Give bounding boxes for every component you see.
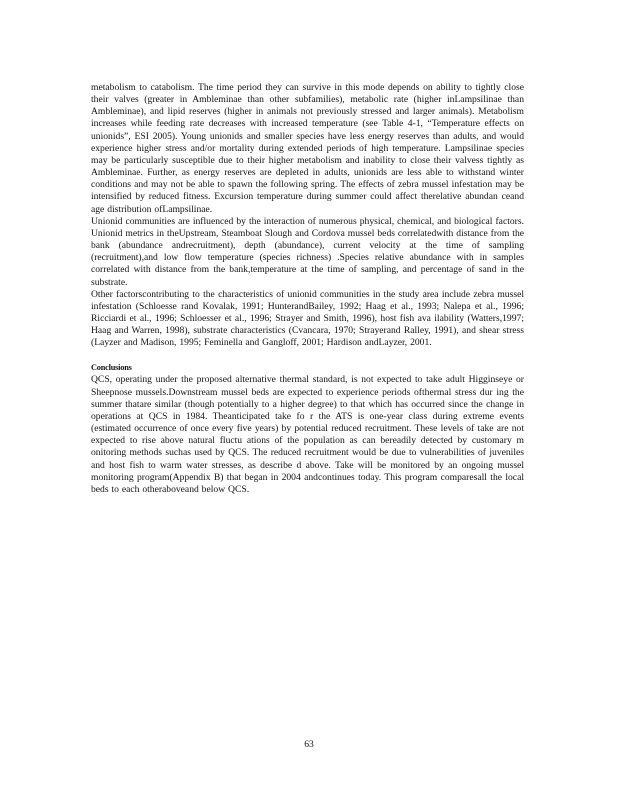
page-number: 63 — [304, 739, 314, 750]
body-paragraph-unionid-communities: Unionid communities are influenced by the interaction of numerous physical, chemical, and biological factors. Unionid metrics in theUpstream, Steamboat Slough and Cordova mussel beds correlatedwith distance from the bank (abundance andrecruitment), depth (abundance), current velocity at the time of sampling (recruitment),and low flow temperature (species richness) .Species relative abundance with in samples correlated with distance from the bank,temperature at the time of sampling, and percentage of sand in the substrate. — [91, 215, 524, 288]
body-paragraph-other-factors: Other factorscontributing to the characteristics of unionid communities in the study area include zebra mussel infestation (Schloesse rand Kovalak, 1991; HunterandBailey, 1992; Haag et al., 1993; Nalepa et al., 1996; Ricciardi et al., 1996; Schloesser et al., 1996; Strayer and Smith, 1996), host fish ava ilability (Watters,1997; Haag and Warren, 1998), substrate characteristics (Cvancara, 1970; Strayerand Ralley, 1991), and shear stress (Layzer and Madison, 1995; Feminella and Gangloff, 2001; Hardison andLayzer, 2001. — [91, 288, 524, 349]
body-paragraph-metabolism: metabolism to catabolism. The time period they can survive in this mode depends on ability to tightly close their valves (greater in Ambleminae than other subfamilies), metabolic rate (higher inLampsilinae than Ambleminae), and lipid reserves (higher in animals not previously stressed and larger animals). Metabolism increases while feeding rate decreases with increased temperature (see Table 4-1, “Temperature effects on unionids”, ESI 2005). Young unionids and smaller species have less energy reserves than adults, and would experience higher stress and/or mortality during extended periods of high temperature. Lampsilinae species may be particularly susceptible due to their higher metabolism and inability to close their valvess tightly as Ambleminae. Further, as energy reserves are depleted in adults, unionids are less able to withstand winter conditions and may not be able to spawn the following spring. The effects of zebra mussel infestation may be intensified by reduced fitness. Excursion temperature during summer could affect therelative abundan ceand age distribution ofLampsilinae. — [91, 82, 524, 215]
section-heading-conclusions: Conclusions — [91, 363, 132, 373]
conclusion-paragraph: QCS, operating under the proposed alternative thermal standard, is not expected to take adult Higginseye or Sheepnose mussels.Downstream mussel beds are expected to experience periods ofthermal stress dur ing the summer thatare similar (though potentially to a higher degree) to that which has occurred since the change in operations at QCS in 1984. Theanticipated take fo r the ATS is one-year class during extreme events (estimated occurrence of once every five years) by potential reduced recruitment. These levels of take are not expected to rise above natural fluctu ations of the population as can bereadily detected by customary m onitoring methods suchas used by QCS. The reduced recruitment would be due to vulnerabilities of juveniles and host fish to warm water stresses, as describe d above. Take will be monitored by an ongoing mussel monitoring program(Appendix B) that began in 2004 andcontinues today. This program comparesall the local beds to each otheraboveand below QCS. — [91, 374, 524, 495]
